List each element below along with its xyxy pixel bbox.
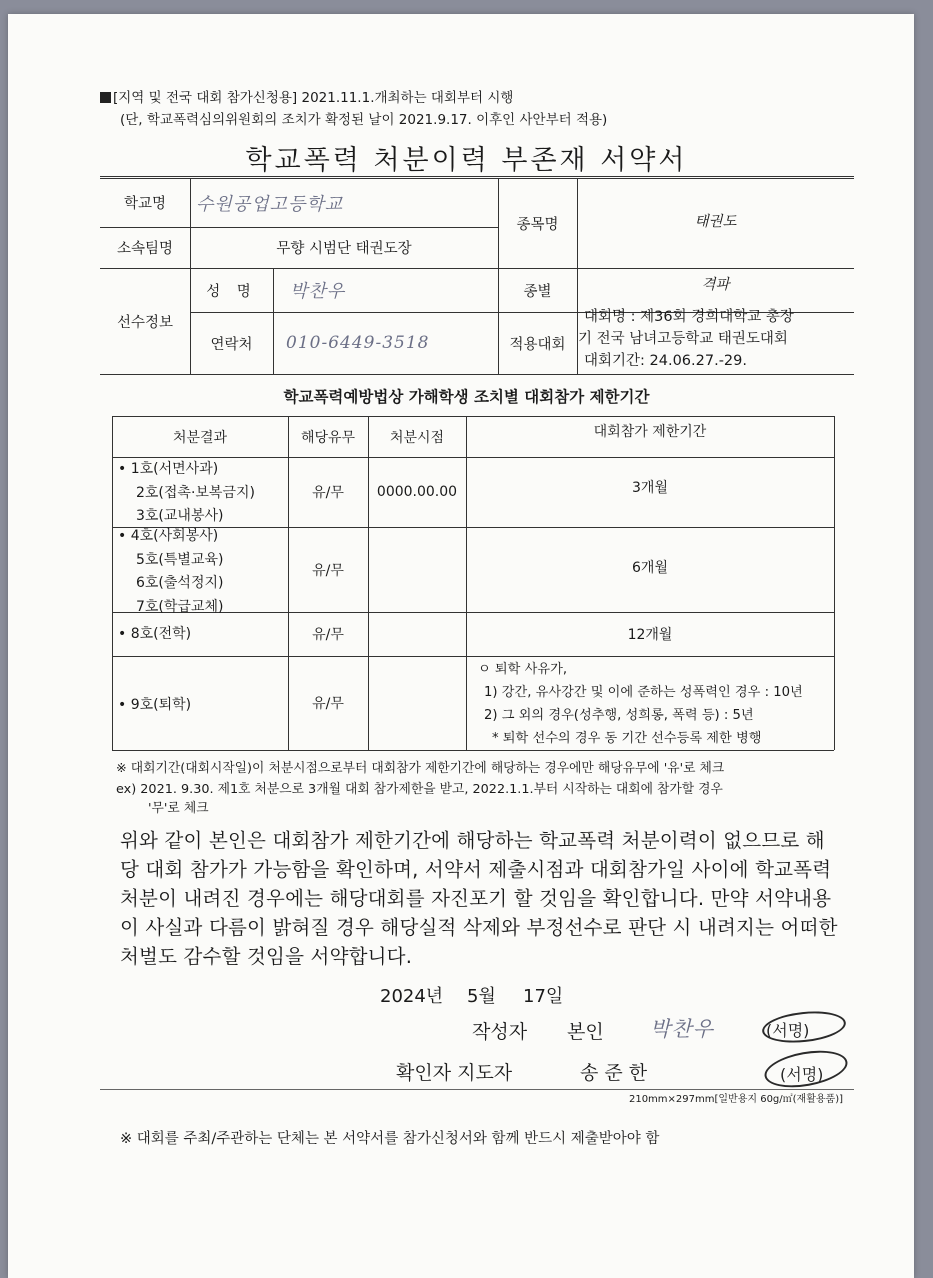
list-item: * 퇴학 선수의 경우 동 기간 선수등록 제한 병행 bbox=[492, 731, 762, 746]
row-3-period: 12개월 bbox=[627, 627, 673, 643]
school-value: 수원공업고등학교 bbox=[196, 193, 344, 215]
list-item: 5호(특별교육) bbox=[136, 551, 224, 568]
self-signature: 박찬우 bbox=[650, 1017, 714, 1041]
sign-mark-1: (서명) bbox=[766, 1021, 810, 1040]
confirmer-label: 확인자 지도자 bbox=[396, 1062, 513, 1084]
notice-line-2: (단, 학교폭력심의위원회의 조치가 확정된 날이 2021.9.17. 이후인 사안부터 적용) bbox=[120, 112, 608, 128]
col-header-period: 대회참가 제한기간 bbox=[593, 424, 707, 440]
team-value: 무향 시범단 태권도장 bbox=[276, 241, 412, 257]
list-item: • 8호(전학) bbox=[118, 626, 192, 642]
row-4-yesno: 유/무 bbox=[312, 696, 344, 712]
list-item: 3호(교내봉사) bbox=[136, 508, 224, 524]
table-row-1-items bbox=[118, 458, 255, 529]
row-3-yesno: 유/무 bbox=[312, 627, 344, 643]
list-item: 2) 그 외의 경우(성추행, 성희롱, 폭력 등) : 5년 bbox=[484, 708, 754, 723]
list-item: • 4호(사회봉사) bbox=[118, 528, 219, 544]
rule bbox=[834, 416, 835, 750]
table-row-4-items bbox=[118, 694, 191, 718]
list-item: 2호(접촉·보복금지) bbox=[136, 484, 255, 501]
rule bbox=[112, 750, 834, 751]
restriction-section-title: 학교폭력예방법상 가해학생 조치별 대회참가 제한기간 bbox=[283, 388, 650, 406]
list-item: • 1호(서면사과) bbox=[118, 461, 219, 477]
contact-label: 연락처 bbox=[210, 336, 253, 353]
name-value: 박찬우 bbox=[290, 281, 346, 302]
pledge-text: 위와 같이 본인은 대회참가 제한기간에 해당하는 학교폭력 처분이력이 없으므로 해당 대회 참가가 가능함을 확인하며, 서약서 제출시점과 대회참가일 사이에 학교폭력 처분이 내려진 경우에는 해당대회를 자진포기 할 것임을 확인합니다. 만약 서약내용이 사실과 다름이 밝혀질 경우 해당실적 삭제와 부정선수로 판단 시 내려지는 어떠한 처벌도 감수할 것임을 서약합니다. bbox=[120, 829, 838, 968]
list-item: 6호(출석정지) bbox=[136, 575, 224, 591]
table-row-2-items bbox=[118, 525, 223, 619]
coach-name: 송 준 한 bbox=[580, 1062, 648, 1084]
list-item: 7호(학급교체) bbox=[136, 598, 224, 615]
row-1-yesno: 유/무 bbox=[312, 485, 344, 501]
event-label: 종목명 bbox=[516, 216, 559, 233]
self-label: 본인 bbox=[567, 1021, 604, 1043]
player-info-label: 선수정보 bbox=[116, 314, 174, 331]
tournament-line-3: 대회기간: 24.06.27.-29. bbox=[584, 353, 747, 369]
col-header-date: 처분시점 bbox=[389, 429, 445, 446]
sign-mark-2: (서명) bbox=[780, 1065, 824, 1084]
footer-note: ※ 대회를 주최/주관하는 단체는 본 서약서를 참가신청서와 함께 반드시 제출받아야 함 bbox=[120, 1131, 660, 1147]
row-1-date: 0000.00.00 bbox=[376, 484, 458, 500]
row-3-date bbox=[368, 612, 466, 656]
restriction-note-1: ※ 대회기간(대회시작일)이 처분시점으로부터 대회참가 제한기간에 해당하는 경우에만 해당유무에 '유'로 체크 bbox=[116, 761, 725, 776]
row-2-date bbox=[368, 527, 466, 612]
square-bullet-icon bbox=[100, 92, 111, 103]
tournament-label: 적용대회 bbox=[509, 336, 566, 353]
row-4-period bbox=[478, 658, 803, 750]
rule bbox=[273, 268, 274, 374]
name-label: 성 명 bbox=[206, 283, 257, 300]
rule bbox=[112, 416, 113, 750]
rule bbox=[100, 374, 854, 375]
paper-spec: 210mm×297mm[일반용지 60g/㎡(재활용품)] bbox=[628, 1094, 843, 1105]
col-header-result: 처분결과 bbox=[172, 429, 228, 446]
pledge-day: 17일 bbox=[523, 986, 564, 1007]
tournament-line-2: 기 전국 남녀고등학교 태권도대회 bbox=[578, 331, 788, 347]
contact-value: 010-6449-3518 bbox=[286, 333, 430, 353]
row-4-date bbox=[368, 656, 466, 750]
notice-line-1 bbox=[100, 86, 513, 106]
list-item: ㅇ 퇴학 사유가, bbox=[478, 662, 568, 677]
class-value: 격파 bbox=[701, 276, 730, 293]
row-2-yesno: 유/무 bbox=[312, 562, 344, 579]
event-value: 태권도 bbox=[694, 214, 737, 230]
pledge-year: 2024년 bbox=[380, 986, 444, 1007]
restriction-note-3: '무'로 체크 bbox=[148, 801, 209, 816]
rule bbox=[112, 656, 834, 657]
row-1-period: 3개월 bbox=[632, 480, 668, 496]
list-item: 1) 강간, 유사강간 및 이에 준하는 성폭력인 경우 : 10년 bbox=[484, 685, 803, 700]
document-title: 학교폭력 처분이력 부존재 서약서 bbox=[245, 145, 688, 176]
class-label: 종별 bbox=[523, 283, 552, 300]
row-2-period: 6개월 bbox=[632, 560, 668, 576]
list-item: • 9호(퇴학) bbox=[118, 697, 192, 713]
tournament-value bbox=[578, 306, 794, 372]
school-label: 학교명 bbox=[123, 196, 167, 212]
restriction-note-2: ex) 2021. 9.30. 제1호 처분으로 3개월 대회 참가제한을 받고, 2022.1.1.부터 시작하는 대회에 참가할 경우 bbox=[116, 782, 723, 797]
col-header-applicable: 해당유무 bbox=[300, 429, 356, 446]
notice-line-1-text: [지역 및 전국 대회 참가신청용] 2021.11.1.개최하는 대회부터 시행 bbox=[113, 90, 514, 106]
tournament-line-1: 대회명 : 제36회 경희대학교 총장 bbox=[584, 309, 794, 325]
rule bbox=[100, 176, 854, 177]
writer-label: 작성자 bbox=[472, 1021, 528, 1043]
table-row-3-items bbox=[118, 623, 191, 647]
team-label: 소속팀명 bbox=[116, 241, 174, 257]
pledge-month: 5월 bbox=[467, 986, 496, 1007]
